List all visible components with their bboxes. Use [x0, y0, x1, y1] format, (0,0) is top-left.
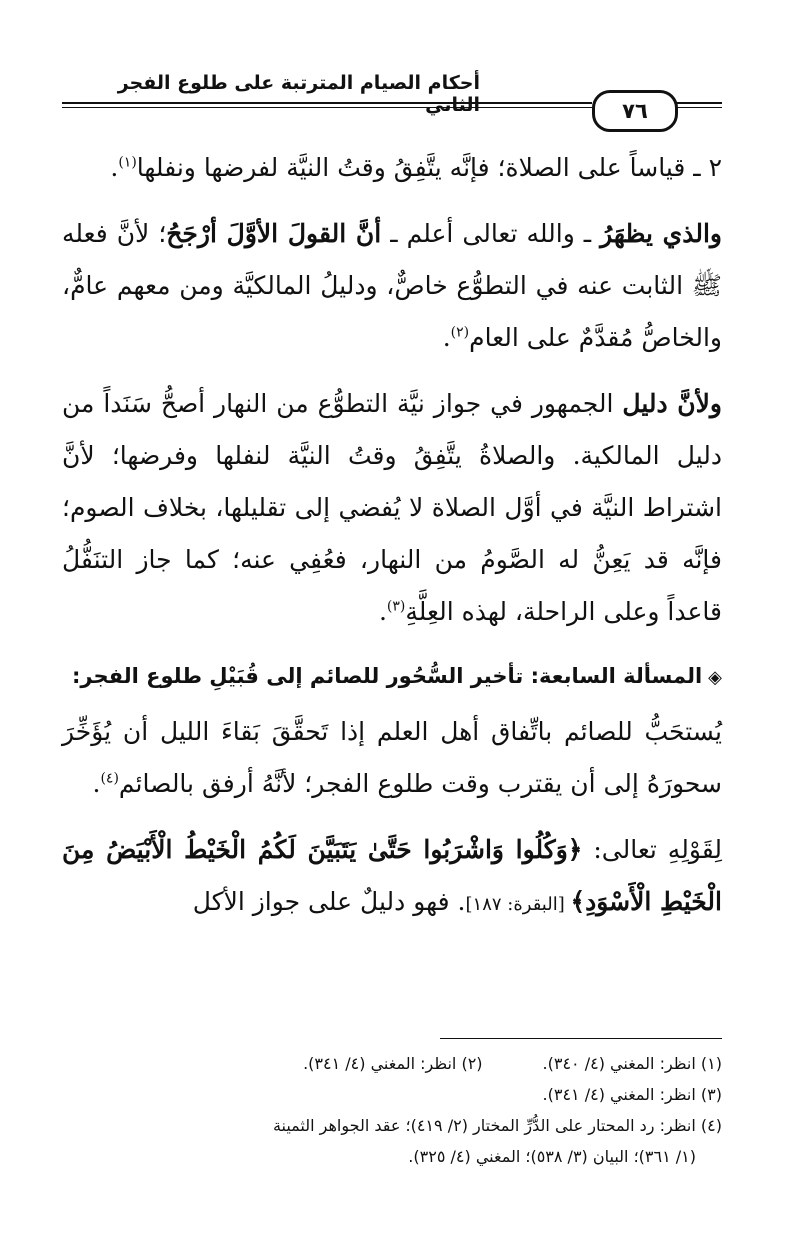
header-rule-right: [672, 102, 722, 108]
footnote-1: (١) انظر: المغني (٤/ ٣٤٠).: [542, 1054, 722, 1073]
footnote-ref-3[interactable]: (٣): [386, 598, 406, 615]
footnote-2: (٢) انظر: المغني (٤/ ٣٤١).: [303, 1054, 483, 1073]
page-number-badge: ٧٦: [592, 90, 678, 132]
footnote-ref-4[interactable]: (٤): [100, 770, 119, 787]
footnote-4-continued: (١/ ٣٦١)؛ البيان (٣/ ٥٣٨)؛ المغني (٤/ ٣٢٥).: [408, 1147, 696, 1166]
paragraph-3: ولأنَّ دليل الجمهور في جواز نيَّة التطوُّع من النهار أصحُّ سَنَداً من دليل المالكية. والصلاةُ يتَّفِقُ وقتُ النيَّة لنفلها وفرضها؛ لأنَّ اشتراط النيَّة في أوَّل الصلاة لا يُفضي إلى تقليلها، بخلاف الصوم؛ فإنَّه قد يَعِنُّ له الصَّومُ من النهار، فعُفِي عنه؛ كما جاز التنَفُّلُ قاعداً وعلى الراحلة، لهذه العِلَّةِ$^{(٣)}$.: [62, 389, 722, 626]
diamond-bullet-icon: ◈: [708, 667, 722, 688]
footnote-4: (٤) انظر: رد المحتار على الدُّرِّ المختار (٢/ ٤١٩)؛ عقد الجواهر الثمينة: [272, 1116, 722, 1135]
paragraph-4: يُستحَبُّ للصائم باتِّفاق أهل العلم إذا تَحقَّقَ بَقاءَ الليل أن يُؤَخِّرَ سحورَهُ إلى أن يقترب وقت طلوع الفجر؛ لأنَّهُ أرفق بالصائم$^{(٤)}$.: [62, 717, 722, 798]
section-heading: ◈المسألة السابعة: تأخير السُّحُور للصائم إلى قُبَيْلِ طلوع الفجر:: [62, 654, 722, 700]
main-text: [62, 142, 722, 945]
footnote-ref-1[interactable]: (١): [118, 154, 137, 171]
header-rule: [62, 102, 592, 108]
running-header-title: أحكام الصيام المترتبة على طلوع الفجر الثاني: [117, 72, 480, 116]
footnote-row: [62, 1048, 722, 1079]
footnote-ref-2[interactable]: (٢): [450, 324, 470, 341]
verse-reference: [البقرة: ١٨٧]: [465, 894, 571, 915]
paragraph-2: والذي يظهَرُ ـ والله تعالى أعلم ـ أنَّ القولَ الأوَّلَ أرْجَحُ؛ لأنَّ فعله ﷺ الثابت عنه في التطوُّع خاصٌّ، ودليلُ المالكيَّة ومن معهم عامٌّ، والخاصُّ مُقدَّمٌ على العام$^{(٢)}$.: [62, 219, 722, 352]
footnote-separator: [440, 1038, 722, 1039]
footnote-3: (٣) انظر: المغني (٤/ ٣٤١).: [542, 1085, 722, 1104]
paragraph-5: لِقَوْلِهِ تعالى: ﴿وَكُلُوا وَاشْرَبُوا حَتَّىٰ يَتَبَيَّنَ لَكُمُ الْخَيْطُ الْأَبْيَضُ مِنَ الْخَيْطِ الْأَسْوَدِ﴾ [البقرة: ١٨٧]. فهو دليلٌ على جواز الأكل: [62, 835, 723, 916]
paragraph-1: ٢ ـ قياساً على الصلاة؛ فإنَّه يتَّفِقُ وقتُ النيَّة لفرضها ونفلها$^{(١)}$.: [110, 153, 722, 182]
footnotes: [62, 1048, 722, 1172]
quran-verse: ﴿وَكُلُوا وَاشْرَبُوا حَتَّىٰ يَتَبَيَّنَ لَكُمُ الْخَيْطُ الْأَبْيَضُ مِنَ الْخَيْطِ الْأَسْوَدِ﴾: [62, 835, 722, 916]
